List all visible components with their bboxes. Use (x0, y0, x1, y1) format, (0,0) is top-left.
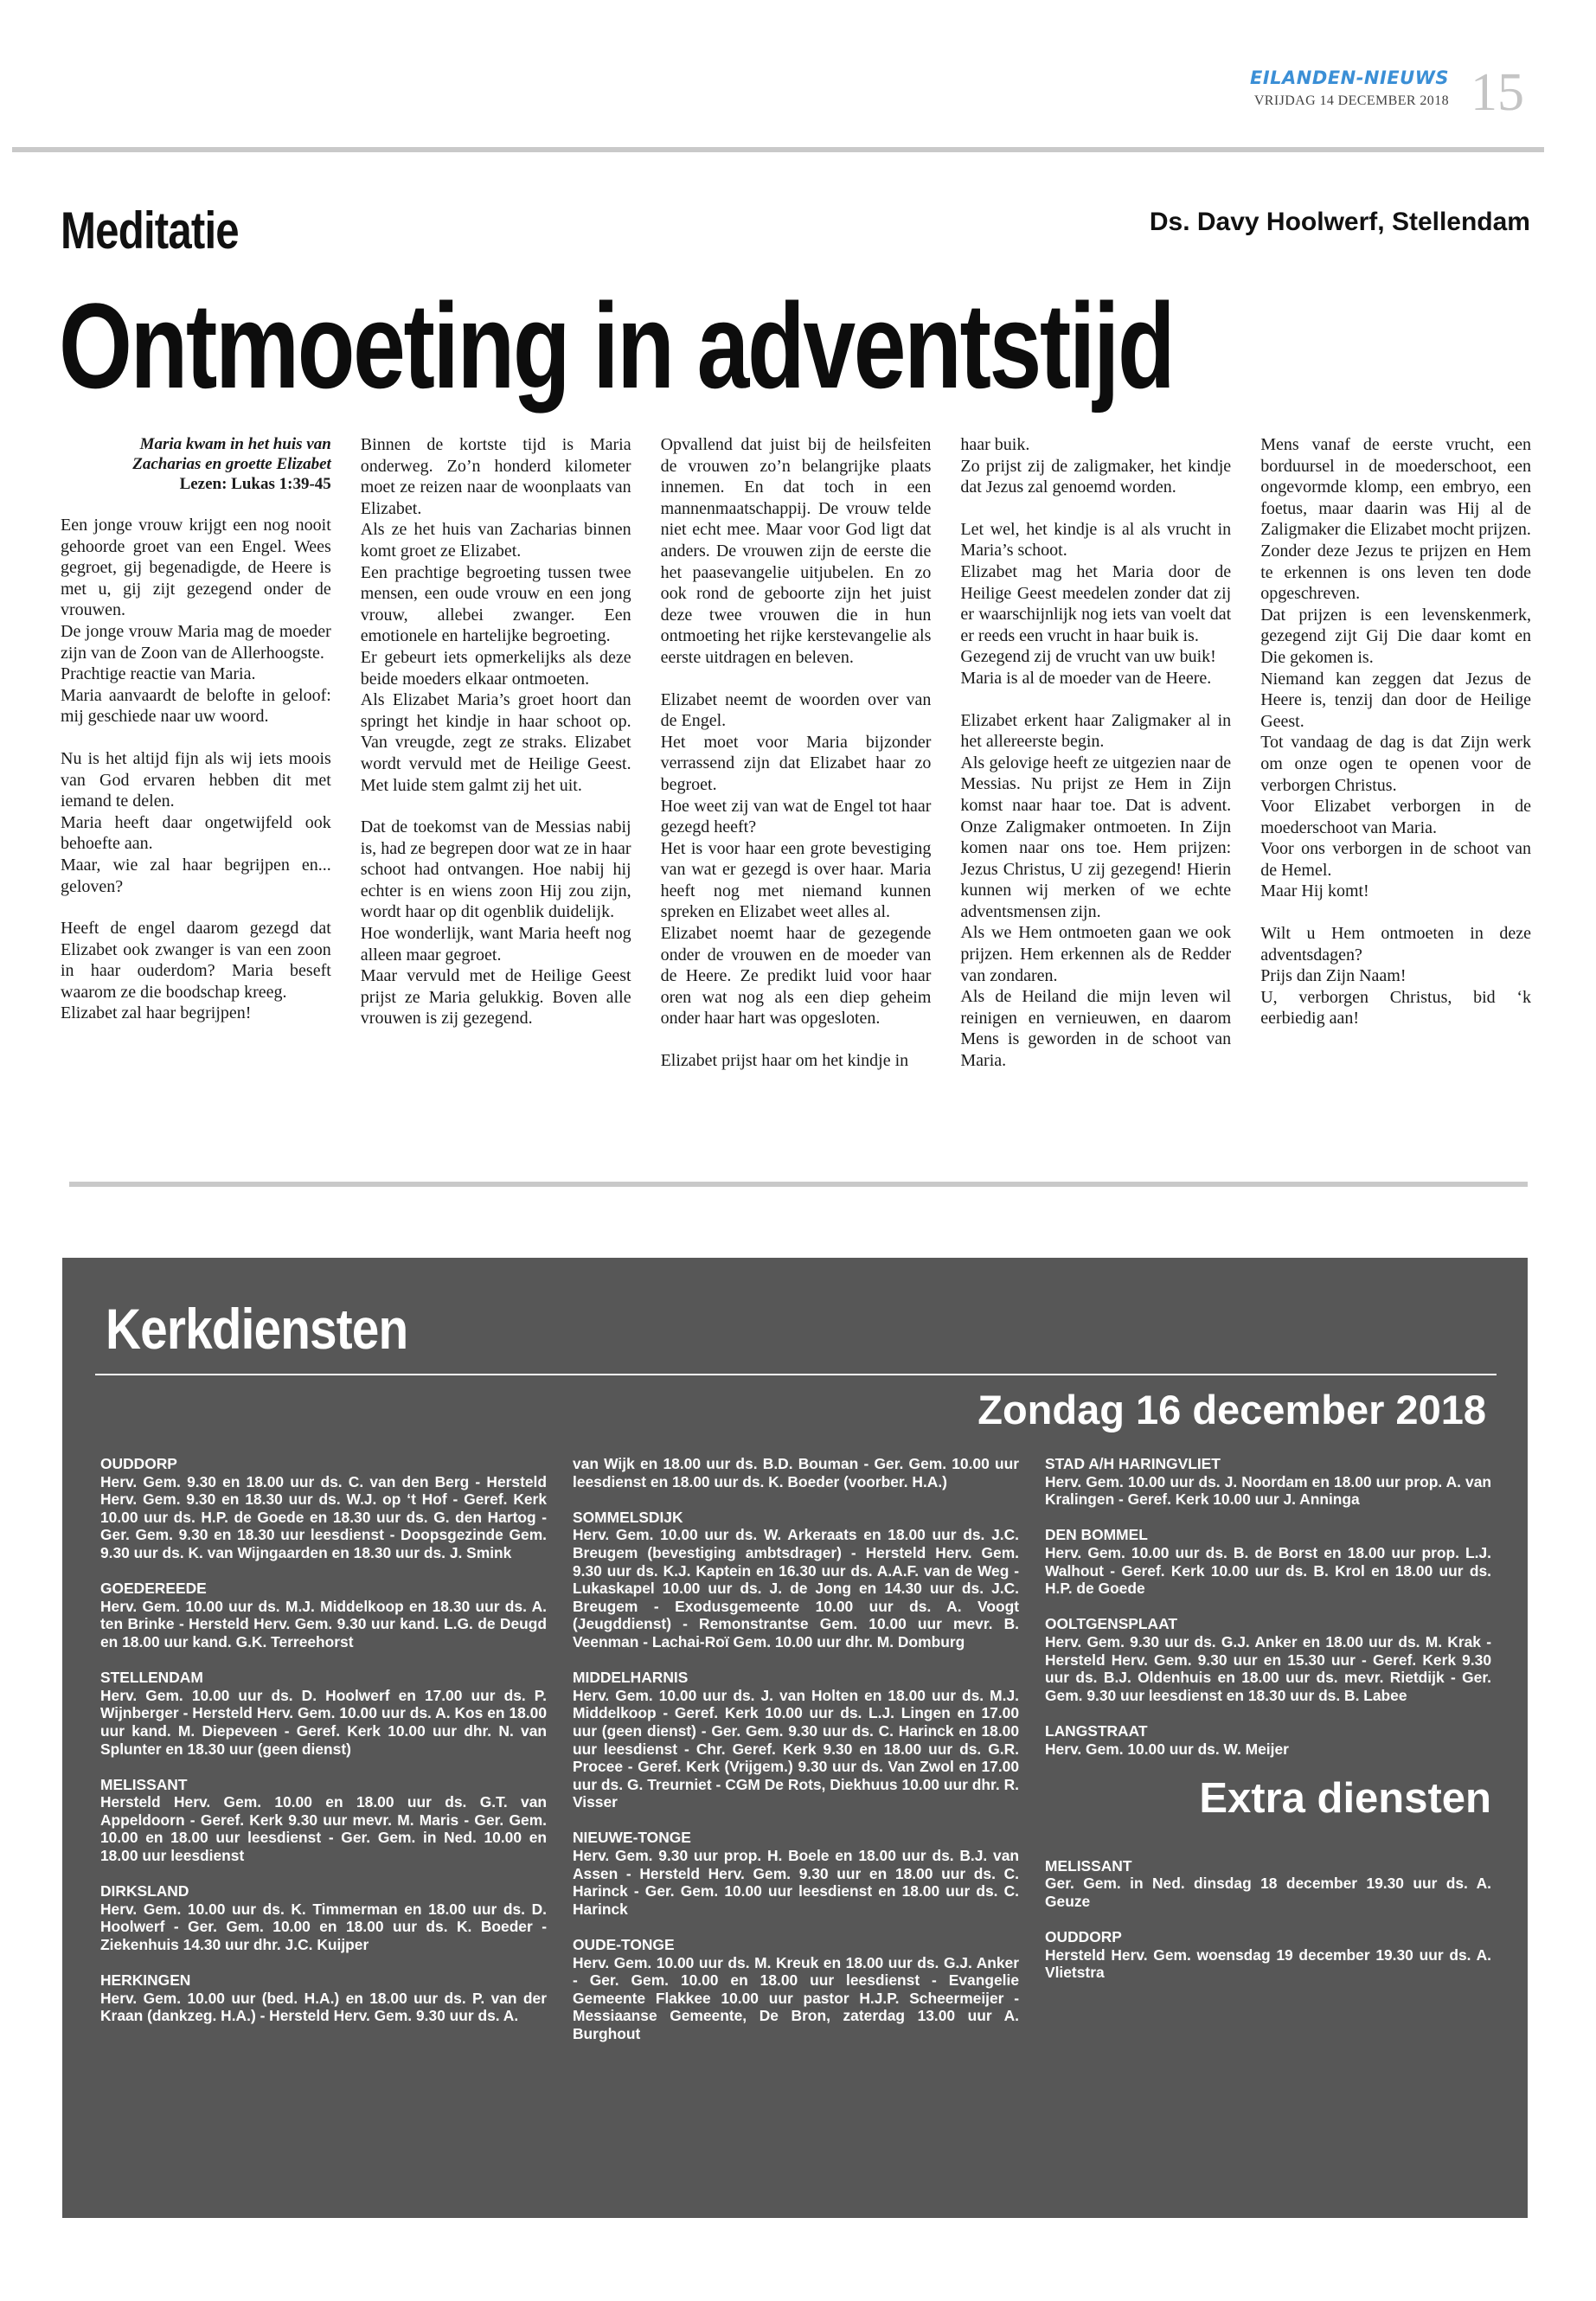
church-services-box (62, 1258, 1528, 2218)
service-details: Herv. Gem. 10.00 uur ds. J. Noordam en 18.00 uur prop. A. van Kralingen - Geref. Kerk 10.00 uur J. Anninga (1045, 1472, 1491, 1509)
paragraph-gap (61, 727, 331, 748)
service-place: OUDDORP (1045, 1927, 1122, 1945)
service-listing (573, 1829, 1019, 1918)
article-paragraph: Het is voor haar een grote bevestiging van wat er gezegd is over haar. Maria heeft nog met niemand kunnen spreken en Elizabet weet alles al. (660, 838, 932, 922)
article-paragraph: Maria is al de moeder van de Heere. (960, 668, 1212, 688)
service-place: MELISSANT (1045, 1856, 1132, 1875)
article-paragraph: Hoe weet zij van wat de Engel tot haar gezegd heeft? (660, 796, 932, 837)
article-paragraph: Elizabet neemt de woorden over van de Engel. (660, 689, 932, 731)
article-paragraph: Er gebeurt iets opmerkelijks als deze beide moeders elkaar ontmoeten. (360, 647, 631, 689)
service-details: Herv. Gem. 9.30 en 18.00 uur ds. C. van den Berg - Hersteld Herv. Gem. 9.30 en 18.30 uur ds. W.J. op ‘t Hof - Geref. Kerk 10.00 uur ds. H.P. de Goede en 18.30 uur ds. G. den Hartog - Ger. Gem. 9.30 en 18.30 uur leesdienst - Doopsgezinde Gem. 9.30 uur ds. K. van Wijngaarden en 18.30 uur ds. J. Smink (100, 1472, 547, 1561)
service-place: DIRKSLAND (100, 1882, 189, 1900)
paragraph-gap (960, 498, 1231, 519)
article-paragraph: Voor ons verborgen in de schoot van de Hemel. (1260, 839, 1531, 880)
intro-line: Maria kwam in het huis van (139, 435, 331, 453)
section-divider (69, 1182, 1528, 1187)
article-paragraph: U, verborgen Christus, bid ‘k eerbiedig aan! (1260, 987, 1531, 1029)
service-place: OUDE-TONGE (573, 1936, 675, 1954)
service-listing (1045, 1455, 1491, 1509)
article-author: Ds. Davy Hoolwerf, Stellendam (1149, 208, 1530, 236)
service-details: Herv. Gem. 10.00 uur ds. M. Kreuk en 18.00 uur ds. G.J. Anker - Ger. Gem. 10.00 en 18.00 uur leesdienst - Evangelie Gemeente Flakkee 10.00 uur pastor H.J.P. Scheermeijer - Messiaanse Gemeente, De Bron, zaterdag 13.00 uur A. Burghout (573, 1953, 1019, 2042)
extra-services-title: Extra diensten (1199, 1774, 1491, 1822)
service-details: Ger. Gem. in Ned. dinsdag 18 december 19.30 uur ds. A. Geuze (1045, 1875, 1491, 1910)
paragraph-gap (361, 796, 631, 817)
service-details: Herv. Gem. 10.00 uur ds. D. Hoolwerf en 17.00 uur ds. P. Wijnberger - Hersteld Herv. Gem. 10.00 uur ds. A. Kos en 18.00 uur kand. M. Diepeveen - Geref. Kerk 10.00 uur dhr. N. van Splunter en 18.30 uur (geen dienst) (100, 1686, 547, 1758)
article-paragraph: Als Elizabet Maria’s groet hoort dan springt het kindje in haar schoot op. Van vreugde, zegt ze straks. Elizabet wordt vervuld met de Heilige Geest. Met luide stem galmt zij het uit. (360, 690, 631, 795)
article-column-5 (1260, 434, 1531, 1135)
article-paragraph: Gezegend zij de vrucht van uw buik! (960, 647, 1216, 667)
service-details: Herv. Gem. 10.00 uur ds. M.J. Middelkoop en 18.30 uur ds. A. ten Brinke - Hersteld Herv. Gem. 9.30 uur kand. L.G. de Deugd en 18.00 uur kand. G.K. Terreehorst (100, 1597, 547, 1650)
service-continuation: van Wijk en 18.00 uur ds. B.D. Bouman - Ger. Gem. 10.00 uur leesdienst en 18.00 uur ds. K. Boeder (voorber. H.A.) (573, 1455, 1019, 1490)
article-paragraph: Voor Elizabet verborgen in de moederschoot van Maria. (1260, 797, 1531, 837)
service-listing (100, 1580, 547, 1650)
service-listing (1045, 1928, 1491, 1982)
article-paragraph: Zonder deze Jezus te prijzen en Hem te erkennen is ons leven ten dode opgeschreven. (1260, 541, 1531, 604)
intro-line: Zacharias en groette Elizabet (132, 455, 331, 473)
article-paragraph: Hoe wonderlijk, want Maria heeft nog alleen maar gegroet. (360, 924, 631, 965)
service-details: Herv. Gem. 9.30 uur ds. G.J. Anker en 18.00 uur ds. M. Krak - Hersteld Herv. Gem. 9.30 uur en 15.30 uur - Geref. Kerk 9.30 uur ds. B.J. Oldenhuis en 18.00 uur ds. mevr. Rietdijk - Ger. Gem. 9.30 uur leesdienst en 18.30 uur ds. B. Labee (1045, 1632, 1491, 1704)
paragraph-gap (661, 1029, 932, 1050)
article-paragraph: Dat de toekomst van de Messias nabij is, had ze begrepen door wat ze in haar schoot had ontvangen. Hoe nabij hij echter is en wiens zoon Hij zou zijn, wordt haar op dit ogenblik duidelijk. (360, 817, 631, 922)
service-details: Hersteld Herv. Gem. 10.00 en 18.00 uur ds. G.T. van Appeldoorn - Geref. Kerk 9.30 uur mevr. M. Maris - Ger. Gem. 10.00 en 18.00 uur leesdienst - Ger. Gem. in Ned. 10.00 en 18.00 uur leesdienst (100, 1793, 547, 1865)
masthead (1207, 67, 1449, 109)
church-services-title: Kerkdiensten (106, 1297, 408, 1361)
services-date: Zondag 16 december 2018 (977, 1387, 1486, 1433)
article-paragraph: haar buik. (960, 435, 1030, 454)
article-paragraph: Elizabet mag het Maria door de Heilige Geest meedelen zonder dat zij er waarschijnlijk nog iets van voelt dat er reeds een vrucht in haar buik is. (960, 561, 1232, 645)
service-listing (573, 1936, 1019, 2043)
paragraph-gap (1260, 902, 1531, 923)
article-paragraph: Maar Hij komt! (1260, 881, 1369, 901)
paragraph-gap (61, 897, 331, 918)
article-body (61, 434, 1531, 1135)
service-listing (100, 1882, 547, 1953)
service-details: Herv. Gem. 10.00 uur (bed. H.A.) en 18.00 uur ds. P. van der Kraan (dankzeg. H.A.) - Hersteld Herv. Gem. 9.30 uur ds. A. (100, 1989, 547, 2025)
article-paragraph: Als we Hem ontmoeten gaan we ook prijzen. Hem erkennen als de Redder van zondaren. (960, 923, 1232, 985)
article-column-3 (661, 434, 932, 1135)
service-listing (1045, 1722, 1491, 1758)
service-place: STELLENDAM (100, 1669, 203, 1687)
service-place: OOLTGENSPLAAT (1045, 1615, 1177, 1633)
article-paragraph: Opvallend dat juist bij de heilsfeiten de vrouwen zo’n belangrijke plaats innemen. En dat toch in een mannenmaatschappij. De vrouw telde niet echt mee. Maar voor God ligt dat anders. De vrouwen zijn de eerste die het paasevangelie uitjubelen. En zo ook rond de geboorte zijn het juist deze twee vrouwen die in hun ontmoeting het rijke kerstevangelie als eerste uitdragen en beleven. (660, 435, 932, 667)
issue-date: VRIJDAG 14 DECEMBER 2018 (1253, 93, 1449, 108)
article-paragraph: Binnen de kortste tijd is Maria onderweg. Zo’n honderd kilometer moet ze reizen naar de woonplaats van Elizabet. (360, 435, 631, 518)
service-listing (1045, 1526, 1491, 1597)
services-column-1 (100, 1455, 547, 2061)
service-place: HERKINGEN (100, 1971, 191, 1990)
article-column-4 (960, 434, 1231, 1135)
article-paragraph: Elizabet erkent haar Zaligmaker al in het allereerste begin. (960, 710, 1232, 752)
article-paragraph: Elizabet noemt haar de gezegende onder de vrouwen en de moeder van de Heere. Ze predikt luid voor haar oren wat nog als een diep geheim onder haar hart was opgesloten. (660, 924, 932, 1029)
service-listing (1045, 1615, 1491, 1704)
article-paragraph: Dat prijzen is een levenskenmerk, gezegend zijt Gij Die daar komt en Die gekomen is. (1260, 605, 1531, 667)
article-paragraph: Heeft de engel daarom gezegd dat Elizabet ook zwanger is van een zoon in haar ouderdom? Maria beseft waarom ze die boodschap kreeg. (61, 919, 331, 1002)
article-paragraph: Niemand kan zeggen dat Jezus de Heere is, tenzij dan door de Heilige Geest. (1260, 669, 1531, 731)
article-paragraph: Wilt u Hem ontmoeten in deze adventsdagen? (1260, 924, 1531, 965)
article-paragraph: Het moet voor Maria bijzonder verrassend zijn dat Elizabet haar zo begroet. (660, 732, 932, 794)
service-place: MIDDELHARNIS (573, 1669, 689, 1687)
article-paragraph: Let wel, het kindje is al als vrucht in Maria’s schoot. (960, 519, 1232, 561)
church-services-rule (95, 1374, 1497, 1375)
service-details: Herv. Gem. 10.00 uur ds. W. Arkeraats en 18.00 uur ds. J.C. Breugem (bevestiging ambtsdrager) - Hersteld Herv. Gem. 9.30 uur ds. K.J. Kaptein en 16.30 uur ds. A.A.F. van de Weg - Lukaskapel 10.00 uur ds. J. de Jong en 14.30 uur ds. J.C. Breugem - Exodusgemeente 10.00 uur ds. A. Voogt (Jeugddienst) - Remonstrantse Gem. 10.00 uur mevr. B. Veenman - Lachai-Roï Gem. 10.00 uur dhr. M. Domburg (573, 1526, 1019, 1650)
article-paragraph: Elizabet zal haar begrijpen! (61, 1003, 252, 1023)
service-place: GOEDEREEDE (100, 1580, 207, 1598)
service-listing (100, 1776, 547, 1865)
article-paragraph: Een jonge vrouw krijgt een nog nooit gehoorde groet van een Engel. Wees gegroet, gij begenadigde, de Heere is met u, gij zijt gezegend onder de vrouwen. (61, 516, 331, 620)
services-column-2 (573, 1455, 1019, 2061)
service-listing (573, 1509, 1019, 1651)
services-columns (100, 1455, 1493, 2061)
article-paragraph: Maar, wie zal haar begrijpen en... geloven? (61, 855, 331, 896)
article-paragraph: Maria aanvaardt de belofte in geloof: mij geschiede naar uw woord. (61, 685, 331, 727)
article-paragraph: Een prachtige begroeting tussen twee mensen, een oude vrouw en een jong vrouw, allebei zwanger. Een emotionele en hartelijke begroeting. (360, 562, 631, 646)
scripture-reference: Lezen: Lukas 1:39-45 (179, 475, 331, 493)
service-details: Herv. Gem. 10.00 uur ds. B. de Borst en 18.00 uur prop. L.J. Walhout - Geref. Kerk 10.00 uur ds. B. Krol en 18.00 uur ds. H.P. de Goede (1045, 1543, 1491, 1598)
article-paragraph: De jonge vrouw Maria mag de moeder zijn van de Zoon van de Allerhoogste. (61, 621, 331, 663)
article-paragraph: Als ze het huis van Zacharias binnen komt groet ze Elizabet. (360, 520, 631, 561)
article-paragraph: Prachtige reactie van Maria. (61, 664, 256, 684)
services-column-3 (1045, 1455, 1491, 2061)
service-listing (573, 1669, 1019, 1811)
service-details: Herv. Gem. 10.00 uur ds. J. van Holten en 18.00 uur ds. M.J. Middelkoop - Geref. Kerk 10.00 uur ds. L.J. Lingen en 17.00 uur (geen dienst) - Ger. Gem. 9.30 uur ds. C. Harinck en 18.00 uur leesdienst - Chr. Geref. Kerk 9.30 en 18.00 uur ds. G.R. Procee - Geref. Kerk (Vrijgem.) 9.30 uur ds. Van Zwol en 17.00 uur ds. G. Treurniet - CGM De Rots, Diekhuus 10.00 uur dhr. R. Visser (573, 1686, 1019, 1811)
article-paragraph: Maria heeft daar ongetwijfeld ook behoefte aan. (61, 812, 331, 854)
article-paragraph: Als de Heiland die mijn leven wil reinigen en vernieuwen, en daarom Mens is geworden in de schoot van Maria. (960, 987, 1232, 1071)
service-listing (1045, 1857, 1491, 1911)
service-place: LANGSTRAAT (1045, 1721, 1148, 1740)
service-listing (100, 1669, 547, 1758)
section-label: Meditatie (61, 202, 239, 260)
service-details: Herv. Gem. 10.00 uur ds. K. Timmerman en 18.00 uur ds. D. Hoolwerf - Ger. Gem. 10.00 en 18.00 uur ds. K. Boeder - Ziekenhuis 14.30 uur dhr. J.C. Kuijper (100, 1900, 547, 1954)
service-details: Herv. Gem. 10.00 uur ds. W. Meijer (1045, 1740, 1289, 1758)
paragraph-gap (661, 669, 932, 689)
article-column-1 (61, 434, 331, 1135)
article-column-2 (361, 434, 631, 1135)
service-details: Herv. Gem. 9.30 uur prop. H. Boele en 18.00 uur ds. B.J. van Assen - Hersteld Herv. Gem. 9.30 uur en 18.00 uur ds. C. Harinck - Ger. Gem. 10.00 uur leesdienst en 18.00 uur ds. C. Harinck (573, 1847, 1019, 1918)
service-place: MELISSANT (100, 1775, 188, 1793)
article-paragraph: Als gelovige heeft ze uitgezien naar de Messias. Nu prijst ze Hem in Zijn komst naar haar toe. Dat is advent. Onze Zaligmaker ontmoeten. In Zijn komen naar ons toe. Hem prijzen: Jezus Christus, U zij gezegend! Hierin kunnen wij merken of we echte adventsmensen zijn. (960, 753, 1232, 921)
article-paragraph: Prijs dan Zijn Naam! (1260, 966, 1407, 986)
article-paragraph: Zo prijst zij de zaligmaker, het kindje dat Jezus zal genoemd worden. (960, 456, 1232, 497)
article-paragraph: Nu is het altijd fijn als wij iets moois van God ervaren hebben dit met iemand te delen. (61, 748, 331, 811)
page-number: 15 (1471, 63, 1524, 122)
service-listing (100, 1455, 547, 1562)
service-details: Hersteld Herv. Gem. woensdag 19 december 19.30 uur ds. A. Vlietstra (1045, 1945, 1491, 1982)
paragraph-gap (960, 689, 1231, 710)
article-paragraph: Maar vervuld met de Heilige Geest prijst ze Maria gelukkig. Boven alle vrouwen is zij gezegend. (360, 966, 631, 1029)
scripture-intro (61, 434, 331, 494)
service-place: SOMMELSDIJK (573, 1508, 683, 1526)
article-paragraph: Mens vanaf de eerste vrucht, een borduursel in de moederschoot, een ongevormde klomp, een embryo, een foetus, maar daarin was Hij al de Zaligmaker die Elizabet mocht prijzen. (1260, 435, 1531, 540)
article-headline: Ontmoeting in adventstijd (59, 278, 1174, 413)
service-place: STAD A/H HARINGVLIET (1045, 1455, 1221, 1472)
article-paragraph: Tot vandaag de dag is dat Zijn werk om onze ogen te openen voor de verborgen Christus. (1260, 733, 1531, 795)
article-paragraph: Elizabet prijst haar om het kindje in (660, 1051, 909, 1071)
service-listing (100, 1971, 547, 2025)
service-place: DEN BOMMEL (1045, 1526, 1148, 1544)
newspaper-logo: EILANDEN-NIEUWS (1249, 67, 1449, 88)
service-place: OUDDORP (100, 1455, 177, 1472)
service-place: NIEUWE-TONGE (573, 1829, 691, 1847)
top-divider (12, 147, 1544, 152)
